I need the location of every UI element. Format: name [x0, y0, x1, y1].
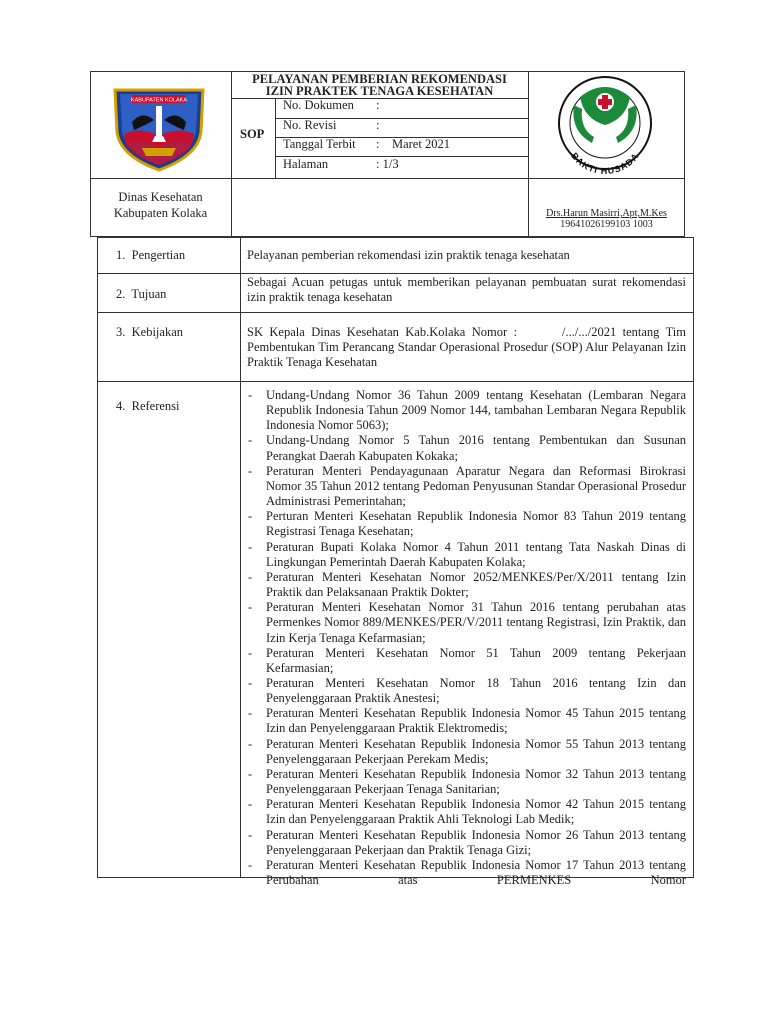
reference-item: - Peraturan Menteri Kesehatan Nomor 31 Tahun 2016 tentang perubahan atas Permenkes Nomor 889/MENKES/PER/V/2011 tentang Registrasi, Izin Praktik, dan Izin Kerja Tenaga Kefarmasian; — [248, 600, 686, 645]
sop-label: SOP — [240, 127, 265, 141]
doc-row-label-3: Tanggal Terbit — [283, 137, 356, 151]
content-hline-3 — [97, 381, 694, 382]
content-hline-2 — [97, 312, 694, 313]
doc-row-value-1: : — [376, 98, 380, 112]
doc-row-value-4: : 1/3 — [376, 157, 399, 171]
office-name-line1: Dinas Kesehatan — [118, 190, 203, 204]
content-hline-1 — [97, 273, 694, 274]
header-divider-sop — [275, 98, 276, 178]
doc-row-value-3: : Maret 2021 — [376, 137, 450, 151]
doc-row-label-2: No. Revisi — [283, 118, 337, 132]
left-logo-text: KABUPATEN KOLAKA — [130, 97, 188, 104]
signer-name: Drs.Harun Masirri,Apt,M.Kes — [546, 208, 667, 219]
section-label-kebijakan: 3. Kebijakan — [116, 325, 183, 339]
document-title-line1: PELAYANAN PEMBERIAN REKOMENDASI — [252, 72, 507, 86]
section-text-kebijakan: SK Kepala Dinas Kesehatan Kab.Kolaka Nomor : /.../.../2021 tentang Tim Pembentukan Tim Perancang Standar Operasional Prosedur (SOP) Alur Pelayanan Izin Praktik Tenaga Kesehatan — [247, 325, 690, 369]
reference-item: - Peraturan Menteri Kesehatan Nomor 51 Tahun 2009 tentang Pekerjaan Kefarmasian; — [248, 645, 686, 675]
reference-item: - Peraturan Menteri Kesehatan Republik Indonesia Nomor 32 Tahun 2013 tentang Penyelenggaraan Pekerjaan Tenaga Sanitarian; — [248, 766, 686, 797]
doc-row-value-2: : — [376, 118, 380, 132]
reference-item: - Undang-Undang Nomor 5 Tahun 2016 tentang Pembentukan dan Susunan Perangkat Daerah Kabupaten Kokaka; — [248, 433, 686, 463]
reference-item: - Peraturan Menteri Kesehatan Nomor 18 Tahun 2016 tentang Izin dan Penyelenggaraan Praktik Anestesi; — [248, 675, 686, 706]
header-hline-full — [90, 178, 685, 179]
bakti-husada-logo — [552, 75, 658, 175]
office-name-line2: Kabupaten Kolaka — [113, 206, 208, 220]
reference-list — [240, 388, 686, 888]
doc-row-label-1: No. Dokumen — [283, 98, 354, 112]
section-label-tujuan: 2. Tujuan — [116, 287, 167, 301]
doc-row-label-4: Halaman — [283, 157, 329, 171]
reference-item: - Peraturan Menteri Pendayagunaan Aparatur Negara dan Reformasi Birokrasi Nomor 35 Tahun 2012 tentang Pedoman Penyusunan Standar Operasional Prosedur Administrasi Pemerintahan; — [248, 463, 686, 509]
section-label-pengertian: 1. Pengertian — [116, 248, 186, 262]
reference-item: - Perturan Menteri Kesehatan Republik Indonesia Nomor 83 Tahun 2019 tentang Registrasi Tenaga Kesehatan; — [248, 509, 686, 539]
reference-item: - Undang-Undang Nomor 36 Tahun 2009 tentang Kesehatan (Lembaran Negara Republik Indonesia Tahun 2009 Nomor 144, tambahan Lembaran Negara Republik Indonesia Nomor 5063); — [248, 388, 686, 433]
right-logo-text: BAKTI HUSADA — [569, 150, 641, 175]
reference-item: - Peraturan Bupati Kolaka Nomor 4 Tahun 2011 tentang Tata Naskah Dinas di Lingkungan Pemerintah Daerah Kabupaten Kolaka; — [248, 539, 686, 569]
header-hline-title — [231, 98, 528, 99]
reference-item: - Peraturan Menteri Kesehatan Nomor 2052/MENKES/Per/X/2011 tentang Izin Praktik dan Pelaksanaan Praktik Dokter; — [248, 569, 686, 600]
section-label-referensi: 4. Referensi — [116, 399, 180, 413]
kabupaten-kolaka-logo — [112, 86, 206, 172]
reference-item: - Peraturan Menteri Kesehatan Republik Indonesia Nomor 55 Tahun 2013 tentang Penyelenggaraan Pekerjaan Perekam Medis; — [248, 736, 686, 766]
section-text-pengertian: Pelayanan pemberian rekomendasi izin praktik tenaga kesehatan — [247, 248, 570, 262]
reference-item: - Peraturan Menteri Kesehatan Republik Indonesia Nomor 45 Tahun 2015 tentang Izin dan Penyelenggaraan Praktik Elektromedis; — [248, 706, 686, 736]
section-text-tujuan: Sebagai Acuan petugas untuk memberikan pelayanan pembuatan surat rekomendasi izin praktik tenaga kesehatan — [247, 275, 686, 304]
reference-item: - Peraturan Menteri Kesehatan Republik Indonesia Nomor 42 Tahun 2015 tentang Izin dan Penyelenggaraan Praktik Ahli Teknologi Lab Medik; — [248, 797, 686, 827]
signer-nip: 19641026199103 1003 — [560, 219, 653, 230]
document-title-line2: IZIN PRAKTEK TENAGA KESEHATAN — [265, 84, 494, 98]
reference-item: - Peraturan Menteri Kesehatan Republik Indonesia Nomor 17 Tahun 2013 tentang Perubahan atas PERMENKES Nomor — [248, 857, 686, 887]
reference-item: - Peraturan Menteri Kesehatan Republik Indonesia Nomor 26 Tahun 2013 tentang Penyelenggaraan Pekerjaan dan Praktik Tenaga Gizi; — [248, 827, 686, 857]
